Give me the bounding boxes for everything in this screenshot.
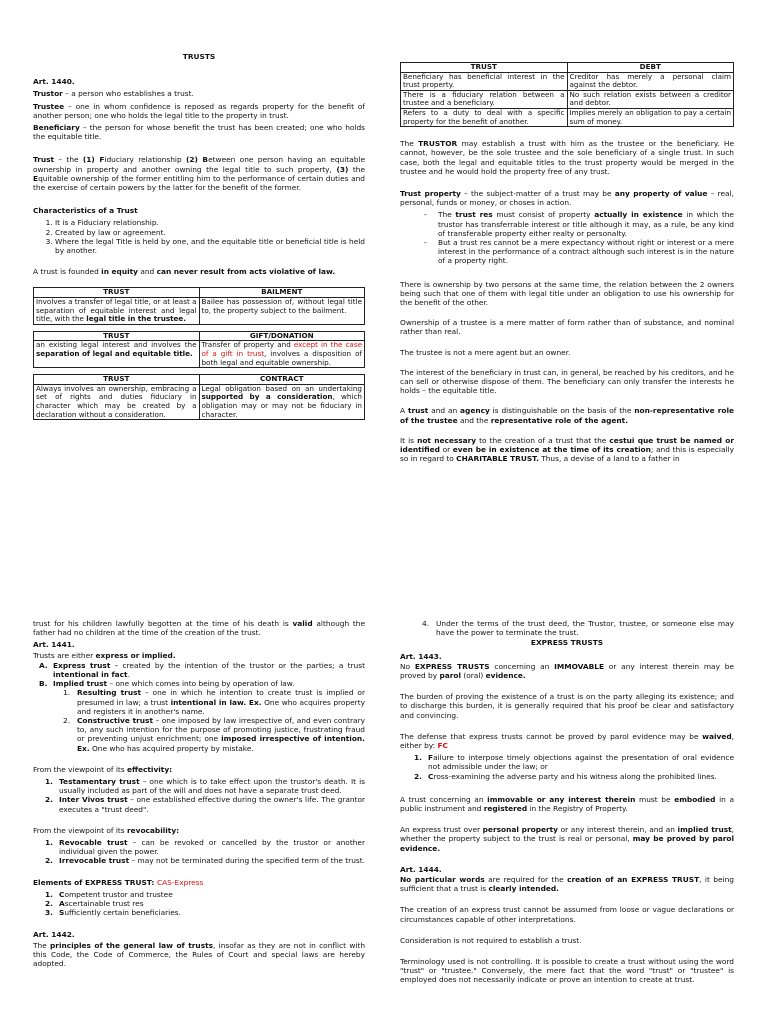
revocability-list (33, 838, 365, 866)
termination-list (400, 619, 734, 637)
table-row (34, 341, 365, 368)
trust-agency-paragraph: A trust and an agency is distinguishable on the basis of the non-representative role of the trustee and the representative role of the agent. (400, 406, 734, 425)
page1-left-column (33, 52, 365, 424)
table-cell: Involves a transfer of legal title, or at least a separation of equitable interest and legal title, with the legal title in the trustee. (34, 298, 200, 325)
list-item: 1. Competent trustor and trustee (45, 889, 173, 899)
list-item: - But a trust res cannot be a mere expectancy without right or interest or a mere interest in the performance of a contract although such interest is in the nature of a property right. (438, 238, 734, 266)
trustor-paragraph: The TRUSTOR may establish a trust with him as the trustee or the beneficiary. He cannot, however, be the sole trustee and the sole beneficiary of a single trust. In such case, both the legal and equitable titles to the trust property would be merged in the trustee and he would hold the property free of any trust. (400, 139, 734, 176)
ownership-two-paragraph: There is ownership by two persons at the same time, the relation between the 2 owners being such that one of them with legal title under an obligation to use his ownership for the benefit of the other. (400, 279, 734, 307)
article-1442-heading: Art. 1442. (33, 930, 75, 940)
loose-declarations-paragraph: The creation of an express trust cannot be assumed from loose or vague declarations or circumstances capable of other interpretations. (400, 905, 734, 924)
waiver-list (400, 753, 734, 781)
table-header: TRUST (34, 331, 200, 341)
list-item: 2. Constructive trust – one imposed by law irrespective of, and even contrary to, any such intention for the purpose of promoting justice, frustrating fraud or preventing unjust enrichment; one imposed irrespective of intention. Ex. One who has acquired property by mistake. (63, 716, 365, 753)
beneficiary-definition: Beneficiary – the person for whose benefit the trust has been created; one who holds the equitable title. (33, 123, 365, 142)
list-item: 3. Sufficiently certain beneficiaries. (45, 908, 181, 918)
table-header: TRUST (34, 288, 200, 298)
trustee-definition: Trustee – one in whom confidence is reposed as regards property for the benefit of another person; one who holds the legal title to the property in trust. (33, 101, 365, 120)
list-item: 1. Revocable trust – can be revoked or cancelled by the trustor or another individual given the power. (45, 838, 365, 857)
table-cell: Refers to a duty to deal with a specific property for the benefit of another. (401, 108, 568, 126)
list-item: 2. Irrevocable trust – may not be terminated during the specified term of the trust. (45, 856, 365, 866)
continuation-paragraph: trust for his children lawfully begotten at the time of his death is valid although the father had no children at the time of the creation of the trust. (33, 619, 365, 638)
personal-property-paragraph: An express trust over personal property or any interest therein, and an implied trust, whether the property subject to the trust is real or personal, may be proved by parol evidence. (400, 825, 735, 853)
trust-founded-statement: A trust is founded in equity and can never result from acts violative of law. (33, 267, 336, 277)
defense-paragraph: The defense that express trusts cannot be proved by parol evidence may be waived, either by: FC (400, 731, 734, 751)
list-item: A. Express trust – created by the intention of the trustor or the parties; a trust intentional in fact. (39, 660, 365, 680)
trust-kinds-statement: Trusts are either express or implied. (33, 650, 176, 660)
elements-heading: Elements of EXPRESS TRUST: CAS-Express (33, 877, 204, 887)
trust-res-list (400, 210, 734, 265)
table-cell: Always involves an ownership, embracing a set of rights and duties fiduciary in character which may be created by a declaration without a consideration. (34, 384, 200, 419)
characteristics-list (33, 218, 365, 255)
table-row (401, 108, 734, 126)
list-item: 2. Created by law or agreement. (55, 228, 365, 237)
article-1443-heading: Art. 1443. (400, 651, 442, 661)
article-1440-heading: Art. 1440. (33, 77, 75, 87)
table-cell: Bailee has possession of, without legal title to, the property subject to the bailment. (199, 298, 365, 325)
ownership-form-paragraph: Ownership of a trustee is a mere matter of form rather than of substance, and nominal rather than real. (400, 318, 734, 337)
principles-paragraph: The principles of the general law of trusts, insofar as they are not in conflict with this Code, the Code of Commerce, the Rules of Court and special laws are hereby adopted. (33, 940, 365, 969)
table-row (401, 72, 734, 90)
trust-kinds-list (33, 661, 365, 753)
beneficiary-interest-paragraph: The interest of the beneficiary in trust can, in general, be reached by his creditors, and he can sell or otherwise dispose of them. The beneficiary can only transfer the interests he holds – the equitable title. (400, 367, 734, 396)
list-item: 2. Cross-examining the adverse party and his witness along the prohibited lines. (414, 771, 717, 781)
express-trusts-heading: EXPRESS TRUSTS (530, 638, 604, 648)
table-row (34, 384, 365, 419)
trustor-definition: Trustor – a person who establishes a trust. (33, 89, 194, 99)
list-item: 4. Under the terms of the trust deed, the Trustor, trustee, or someone else may have the power to terminate the trust. (422, 619, 734, 638)
page2-left-column (33, 619, 365, 976)
trust-vs-bailment-table (33, 287, 365, 324)
not-agent-paragraph: The trustee is not a mere agent but an owner. (400, 347, 571, 357)
document-title: TRUSTS (182, 52, 216, 61)
table-cell: an existing legal interest and involves the separation of legal and equitable title. (34, 341, 200, 368)
trust-vs-gift-table (33, 331, 365, 368)
elements-list (33, 890, 365, 918)
list-item: 2. Inter Vivos trust – one established effective during the owner's life. The grantor executes a "trust deed". (45, 795, 365, 814)
list-item: 1. Testamentary trust – one which is to take effect upon the trustor's death. It is usually included as part of the will and does not have a separate trust deed. (45, 777, 365, 796)
table-header: TRUST (34, 375, 200, 385)
list-item: 1. Failure to interpose timely objections against the presentation of oral evidence not admissible under the law; or (414, 753, 734, 772)
immovable-paragraph: A trust concerning an immovable or any interest therein must be embodied in a public instrument and registered in the Registry of Property. (400, 794, 735, 814)
table-cell: There is a fiduciary relation between a trustee and a beneficiary. (401, 90, 568, 108)
table-header: GIFT/DONATION (199, 331, 365, 341)
list-item: 1. It is a Fiduciary relationship. (55, 218, 365, 227)
trust-property-paragraph: Trust property – the subject-matter of a trust may be any property of value – real, personal, funds or money, or choses in action. (400, 188, 734, 208)
table-header: BAILMENT (199, 288, 365, 298)
trust-definition: Trust – the (1) Fiduciary relationship (2) Between one person having an equitable ownership in property and another owning the legal title to such property, (3) the Equitable ownership of the former entitling him to the performance of certain duties and the exercise of certain powers by the latter for the benefit of the former. (33, 155, 365, 193)
table-cell: Creditor has merely a personal claim against the debtor. (567, 72, 734, 90)
table-cell: No such relation exists between a creditor and debtor. (567, 90, 734, 108)
trust-vs-debt-table (400, 62, 734, 127)
revocability-heading: From the viewpoint of its revocability: (33, 825, 180, 835)
implied-trust-sublist (53, 688, 365, 752)
no-particular-words-paragraph: No particular words are required for the creation of an EXPRESS TRUST, it being sufficient that a trust is clearly intended. (400, 875, 734, 894)
article-1441-heading: Art. 1441. (33, 640, 75, 650)
page2-right-column (400, 619, 734, 993)
list-item: 2. Ascertainable trust res (45, 899, 144, 909)
characteristics-heading: Characteristics of a Trust (33, 206, 138, 216)
table-cell: Implies merely an obligation to pay a certain sum of money. (567, 108, 734, 126)
consideration-paragraph: Consideration is not required to establish a trust. (400, 935, 582, 945)
page1-right-column (400, 62, 734, 471)
table-header: TRUST (401, 63, 568, 73)
list-item: 3. Where the legal Title is held by one, and the equitable title or beneficial title is held by another. (55, 237, 365, 255)
list-item: - The trust res must consist of property actually in existence in which the trustor has transferrable interest or title although it may, as a rule, be any kind of transferable property either realty or personalty. (438, 210, 734, 238)
table-header: CONTRACT (199, 375, 365, 385)
effectivity-heading: From the viewpoint of its effectivity: (33, 764, 173, 774)
list-item: B. Implied trust – one which comes into being by operation of law. 1. Resulting trust – one in which he intention to create trust is implied or presumed in law; a trust intentional in law. Ex. One who acquires property and registers it in another's name. 2. Constructive trust – one imposed by law irrespective of, and even contrary to, any such intention for the purpose of promoting justice, frustrating fraud or preventing unjust enrichment; one imposed irrespective of intention. Ex. One who has acquired property by mistake. (39, 679, 365, 753)
no-express-trusts-paragraph: No EXPRESS TRUSTS concerning an IMMOVABLE or any interest therein may be proved by parol (oral) evidence. (400, 661, 735, 681)
cestui-paragraph: It is not necessary to the creation of a trust that the cestui que trust be named or identified or even be in existence at the time of its creation; and this is especially so in regard to CHARITABLE TRUST. Thus, a devise of a land to a father in (400, 435, 734, 464)
list-item: 1. Resulting trust – one in which he intention to create trust is implied or presumed in law; a trust intentional in law. Ex. One who acquires property and registers it in another's name. (63, 688, 365, 716)
terminology-paragraph: Terminology used is not controlling. It is possible to create a trust without using the word "trust" or "trustee." Conversely, the mere fact that the word "trust" or "trustee" is employed does not necessarily indicate or prove an intention to create at trust. (400, 957, 734, 985)
burden-paragraph: The burden of proving the existence of a trust is on the party alleging its existence; and to discharge this burden, it is generally required that his proof be clear and satisfactory and convincing. (400, 692, 734, 720)
table-cell: Beneficiary has beneficial interest in the trust property. (401, 72, 568, 90)
effectivity-list (33, 777, 365, 814)
table-cell: Legal obligation based on an undertaking supported by a consideration, which obligation may or may not be fiduciary in character. (199, 384, 365, 419)
table-row (34, 298, 365, 325)
article-1444-heading: Art. 1444. (400, 864, 442, 874)
table-row (401, 90, 734, 108)
table-cell: Transfer of property and except in the case of a gift in trust, involves a disposition of both legal and equitable ownership. (199, 341, 365, 368)
table-header: DEBT (567, 63, 734, 73)
trust-vs-contract-table (33, 374, 365, 420)
